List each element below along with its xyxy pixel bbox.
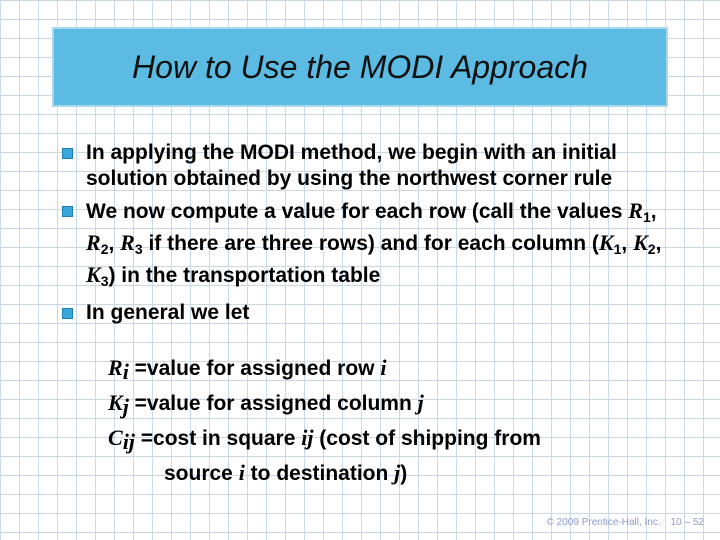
definition-kj	[108, 387, 668, 422]
bullet-text-1: In applying the MODI method, we begin with an initial solution obtained by using the northwest corner rule	[86, 141, 617, 190]
sub-3: 3	[134, 241, 143, 257]
var-j: j	[417, 390, 424, 415]
bullet-text-2-mid: if there are three rows) and for each column (	[142, 232, 599, 255]
def-kj-text: =value for assigned column	[128, 392, 418, 415]
footer	[537, 517, 704, 528]
var-i: i	[380, 355, 387, 380]
var-ij: ij	[301, 425, 314, 450]
def-cij-line2c: )	[400, 462, 408, 485]
var-j: j	[394, 460, 401, 485]
title-banner	[52, 27, 668, 107]
comma: ,	[621, 232, 634, 255]
slide-title: How to Use the MODI Approach	[132, 48, 588, 85]
sub-2: 2	[100, 241, 109, 257]
var-k: K	[633, 230, 648, 255]
page-number: 10 – 52	[670, 517, 704, 528]
sub-1: 1	[642, 209, 651, 225]
sub-3: 3	[100, 273, 109, 289]
sub-2: 2	[647, 241, 656, 257]
def-cij-text2: (cost of shipping from	[313, 427, 541, 450]
def-cij-line2a: source	[164, 462, 239, 485]
def-ri-text: =value for assigned row	[128, 357, 381, 380]
sub-i: i	[122, 359, 129, 384]
var-k: K	[86, 262, 101, 287]
comma: ,	[655, 232, 662, 255]
square-bullet-icon	[62, 148, 73, 159]
def-cij-line2b: to destination	[244, 462, 395, 485]
definition-ri	[108, 352, 668, 387]
definitions-block	[108, 352, 668, 489]
var-r: R	[120, 230, 135, 255]
bullet-text-3: In general we let	[86, 301, 250, 324]
bullet-item-1	[62, 140, 672, 192]
bullet-item-3	[62, 300, 672, 326]
square-bullet-icon	[62, 206, 73, 217]
var-k: K	[598, 230, 614, 255]
var-i: i	[238, 460, 245, 485]
comma: ,	[108, 232, 121, 255]
sym-r: R	[108, 355, 123, 380]
var-r: R	[628, 198, 643, 223]
sub-1: 1	[613, 241, 622, 257]
sub-j: j	[122, 394, 129, 419]
definition-cij	[108, 422, 668, 457]
bullet-text-2-pre: We now compute a value for each row (call the values	[86, 200, 629, 223]
def-cij-text: =cost in square	[134, 427, 302, 450]
sym-k: K	[108, 390, 123, 415]
sym-c: C	[108, 425, 123, 450]
bullet-item-2	[62, 198, 672, 294]
definition-cij-continued	[108, 457, 668, 489]
var-r: R	[86, 230, 101, 255]
square-bullet-icon	[62, 308, 73, 319]
bullet-list	[62, 140, 672, 332]
sub-ij: ij	[122, 429, 135, 454]
bullet-text-2-post: ) in the transportation table	[108, 264, 381, 287]
comma: ,	[650, 200, 657, 223]
copyright-text: © 2009 Prentice-Hall, Inc.	[546, 517, 661, 528]
